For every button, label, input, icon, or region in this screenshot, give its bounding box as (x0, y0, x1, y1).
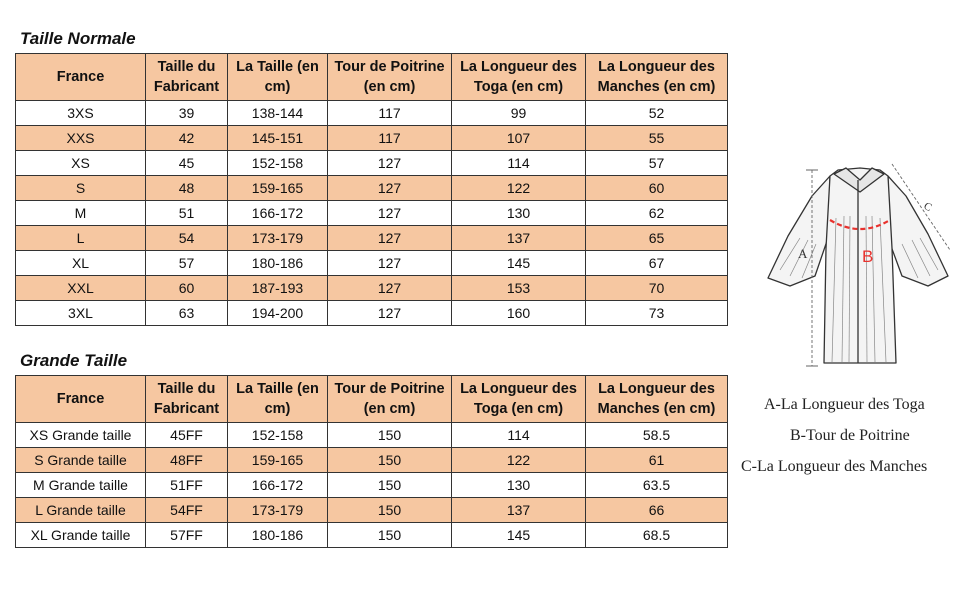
cell-taille-fabricant: 45 (146, 151, 228, 176)
header-longueur-manches: La Longueur des Manches (en cm) (586, 54, 728, 101)
header-france: France (16, 54, 146, 101)
label-b: B (862, 247, 874, 266)
grande-section-title: Grande Taille (20, 351, 128, 370)
table-row (16, 423, 728, 448)
cell-longueur-toga: 99 (452, 101, 586, 126)
cell-france: 3XS (16, 101, 146, 126)
cell-la-taille: 187-193 (228, 276, 328, 301)
cell-longueur-manches: 68.5 (586, 523, 728, 548)
cell-longueur-manches: 55 (586, 126, 728, 151)
table-row (16, 251, 728, 276)
cell-longueur-toga: 153 (452, 276, 586, 301)
table-row (16, 226, 728, 251)
table-row (16, 523, 728, 548)
cell-tour-poitrine: 127 (328, 176, 452, 201)
cell-longueur-toga: 145 (452, 251, 586, 276)
header-taille-fabricant: Taille du Fabricant (146, 376, 228, 423)
cell-longueur-manches: 67 (586, 251, 728, 276)
cell-taille-fabricant: 51FF (146, 473, 228, 498)
cell-france: XS Grande taille (16, 423, 146, 448)
cell-la-taille: 180-186 (228, 523, 328, 548)
header-tour-poitrine: Tour de Poitrine (en cm) (328, 54, 452, 101)
cell-taille-fabricant: 45FF (146, 423, 228, 448)
cell-longueur-manches: 73 (586, 301, 728, 326)
cell-la-taille: 194-200 (228, 301, 328, 326)
cell-taille-fabricant: 57FF (146, 523, 228, 548)
table-row (16, 201, 728, 226)
cell-france: XXS (16, 126, 146, 151)
cell-la-taille: 138-144 (228, 101, 328, 126)
table-header-row (16, 376, 728, 423)
cell-la-taille: 159-165 (228, 176, 328, 201)
cell-la-taille: 166-172 (228, 473, 328, 498)
cell-longueur-toga: 122 (452, 448, 586, 473)
table-header-row (16, 54, 728, 101)
cell-longueur-manches: 70 (586, 276, 728, 301)
cell-france: XS (16, 151, 146, 176)
table-row (16, 276, 728, 301)
cell-tour-poitrine: 127 (328, 226, 452, 251)
cell-longueur-manches: 63.5 (586, 473, 728, 498)
cell-taille-fabricant: 54FF (146, 498, 228, 523)
header-taille-fabricant: Taille du Fabricant (146, 54, 228, 101)
cell-france: L (16, 226, 146, 251)
label-a: A (798, 246, 808, 261)
cell-longueur-manches: 60 (586, 176, 728, 201)
cell-taille-fabricant: 39 (146, 101, 228, 126)
cell-tour-poitrine: 127 (328, 276, 452, 301)
cell-france: XL Grande taille (16, 523, 146, 548)
cell-tour-poitrine: 127 (328, 301, 452, 326)
legend-c: C-La Longueur des Manches (741, 458, 928, 475)
table-row (16, 301, 728, 326)
cell-tour-poitrine: 127 (328, 151, 452, 176)
legend-a: A-La Longueur des Toga (764, 396, 925, 413)
cell-la-taille: 173-179 (228, 226, 328, 251)
header-longueur-manches: La Longueur des Manches (en cm) (586, 376, 728, 423)
table-row (16, 448, 728, 473)
cell-tour-poitrine: 117 (328, 126, 452, 151)
cell-tour-poitrine: 150 (328, 423, 452, 448)
header-longueur-toga: La Longueur des Toga (en cm) (452, 54, 586, 101)
cell-taille-fabricant: 54 (146, 226, 228, 251)
header-la-taille: La Taille (en cm) (228, 376, 328, 423)
cell-tour-poitrine: 150 (328, 448, 452, 473)
cell-la-taille: 145-151 (228, 126, 328, 151)
legend-b: B-Tour de Poitrine (790, 427, 910, 444)
table-row (16, 176, 728, 201)
cell-taille-fabricant: 60 (146, 276, 228, 301)
cell-france: L Grande taille (16, 498, 146, 523)
table-row (16, 498, 728, 523)
grande-size-table (15, 375, 728, 548)
cell-tour-poitrine: 127 (328, 251, 452, 276)
cell-longueur-toga: 137 (452, 498, 586, 523)
cell-france: S (16, 176, 146, 201)
cell-longueur-toga: 130 (452, 201, 586, 226)
cell-longueur-manches: 52 (586, 101, 728, 126)
cell-la-taille: 173-179 (228, 498, 328, 523)
cell-la-taille: 159-165 (228, 448, 328, 473)
header-la-taille: La Taille (en cm) (228, 54, 328, 101)
cell-la-taille: 152-158 (228, 151, 328, 176)
label-c: C (921, 200, 934, 215)
table-row (16, 151, 728, 176)
cell-taille-fabricant: 57 (146, 251, 228, 276)
cell-longueur-toga: 130 (452, 473, 586, 498)
cell-longueur-manches: 62 (586, 201, 728, 226)
cell-longueur-toga: 107 (452, 126, 586, 151)
normal-section-title: Taille Normale (20, 29, 136, 48)
cell-france: S Grande taille (16, 448, 146, 473)
cell-tour-poitrine: 150 (328, 473, 452, 498)
cell-longueur-toga: 114 (452, 151, 586, 176)
cell-la-taille: 180-186 (228, 251, 328, 276)
cell-longueur-manches: 65 (586, 226, 728, 251)
cell-longueur-manches: 57 (586, 151, 728, 176)
cell-taille-fabricant: 51 (146, 201, 228, 226)
cell-longueur-manches: 61 (586, 448, 728, 473)
cell-longueur-toga: 137 (452, 226, 586, 251)
header-tour-poitrine: Tour de Poitrine (en cm) (328, 376, 452, 423)
cell-france: M (16, 201, 146, 226)
cell-tour-poitrine: 150 (328, 498, 452, 523)
cell-france: XXL (16, 276, 146, 301)
cell-longueur-toga: 145 (452, 523, 586, 548)
cell-france: XL (16, 251, 146, 276)
table-row (16, 101, 728, 126)
cell-longueur-manches: 58.5 (586, 423, 728, 448)
cell-longueur-toga: 122 (452, 176, 586, 201)
normal-size-table (15, 53, 728, 326)
header-longueur-toga: La Longueur des Toga (en cm) (452, 376, 586, 423)
cell-taille-fabricant: 42 (146, 126, 228, 151)
gown-diagram (760, 158, 960, 373)
header-france: France (16, 376, 146, 423)
cell-tour-poitrine: 150 (328, 523, 452, 548)
table-row (16, 473, 728, 498)
cell-longueur-toga: 160 (452, 301, 586, 326)
cell-la-taille: 166-172 (228, 201, 328, 226)
cell-tour-poitrine: 117 (328, 101, 452, 126)
cell-longueur-manches: 66 (586, 498, 728, 523)
cell-longueur-toga: 114 (452, 423, 586, 448)
table-row (16, 126, 728, 151)
cell-taille-fabricant: 63 (146, 301, 228, 326)
cell-france: M Grande taille (16, 473, 146, 498)
cell-france: 3XL (16, 301, 146, 326)
cell-la-taille: 152-158 (228, 423, 328, 448)
cell-tour-poitrine: 127 (328, 201, 452, 226)
cell-taille-fabricant: 48 (146, 176, 228, 201)
cell-taille-fabricant: 48FF (146, 448, 228, 473)
